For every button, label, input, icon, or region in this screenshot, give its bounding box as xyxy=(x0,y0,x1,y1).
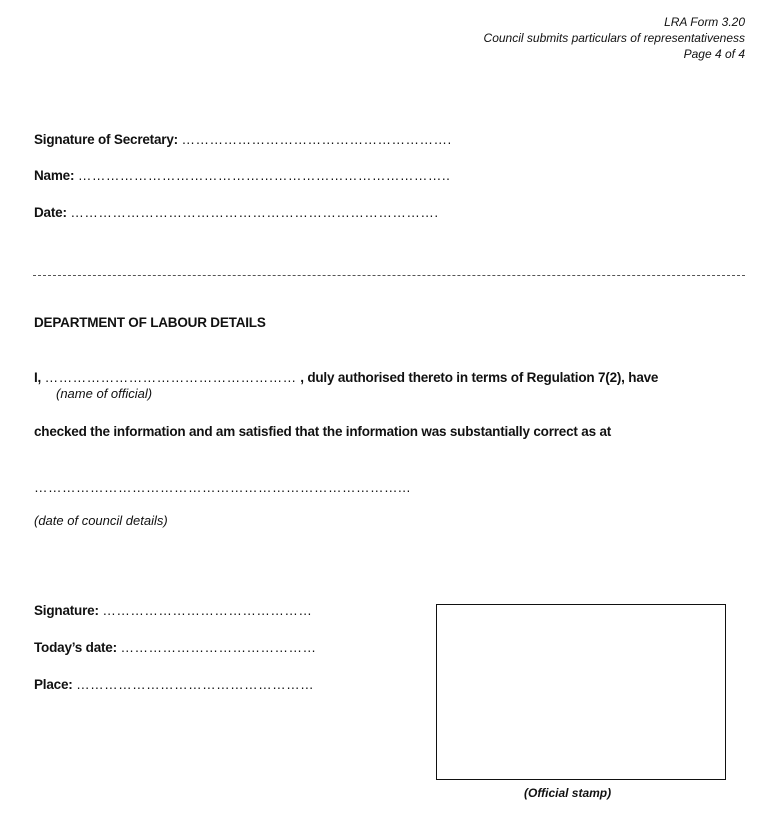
official-statement xyxy=(34,370,658,385)
section-divider xyxy=(33,275,745,276)
place-label: Place: xyxy=(34,677,73,692)
secretary-date-line[interactable]: ……………………………………………………………………. xyxy=(70,205,439,220)
official-prefix: I, xyxy=(34,370,42,385)
place-line[interactable]: …………………………………………… xyxy=(76,677,315,692)
page-number: Page 4 of 4 xyxy=(683,47,745,61)
secretary-date-label: Date: xyxy=(34,205,67,220)
official-stamp-box xyxy=(436,604,726,780)
secretary-name-line[interactable]: …………………………………………………………………….. xyxy=(77,168,451,183)
secretary-name-label: Name: xyxy=(34,168,75,183)
official-suffix: , duly authorised thereto in terms of Regulation 7(2), have xyxy=(300,370,659,385)
place-field[interactable] xyxy=(34,677,314,692)
form-header xyxy=(484,14,745,62)
council-date-line[interactable]: ……………………………………………………………………... xyxy=(34,480,411,495)
official-signature-line[interactable]: ……………………………………… xyxy=(102,603,313,618)
department-heading: DEPARTMENT OF LABOUR DETAILS xyxy=(34,315,266,330)
secretary-signature-label: Signature of Secretary: xyxy=(34,132,178,147)
official-signature-field[interactable] xyxy=(34,603,312,618)
official-signature-label: Signature: xyxy=(34,603,99,618)
council-date-caption: (date of council details) xyxy=(34,513,168,528)
official-stamp-caption: (Official stamp) xyxy=(524,786,612,800)
secretary-signature-field[interactable] xyxy=(34,132,452,147)
checked-statement: checked the information and am satisfied that the information was substantially correct as at xyxy=(34,424,612,439)
official-name-caption: (name of official) xyxy=(56,386,153,401)
todays-date-line[interactable]: …………………………………… xyxy=(120,640,317,655)
secretary-name-field[interactable] xyxy=(34,168,450,183)
form-number: LRA Form 3.20 xyxy=(664,15,745,29)
council-date-field[interactable] xyxy=(34,480,411,495)
official-name-line[interactable]: ……………………………………………… xyxy=(44,370,297,385)
form-title: Council submits particulars of representativeness xyxy=(483,31,745,45)
todays-date-field[interactable] xyxy=(34,640,316,655)
todays-date-label: Today’s date: xyxy=(34,640,117,655)
secretary-date-field[interactable] xyxy=(34,205,439,220)
secretary-signature-line[interactable]: …………………………………………………. xyxy=(181,132,452,147)
